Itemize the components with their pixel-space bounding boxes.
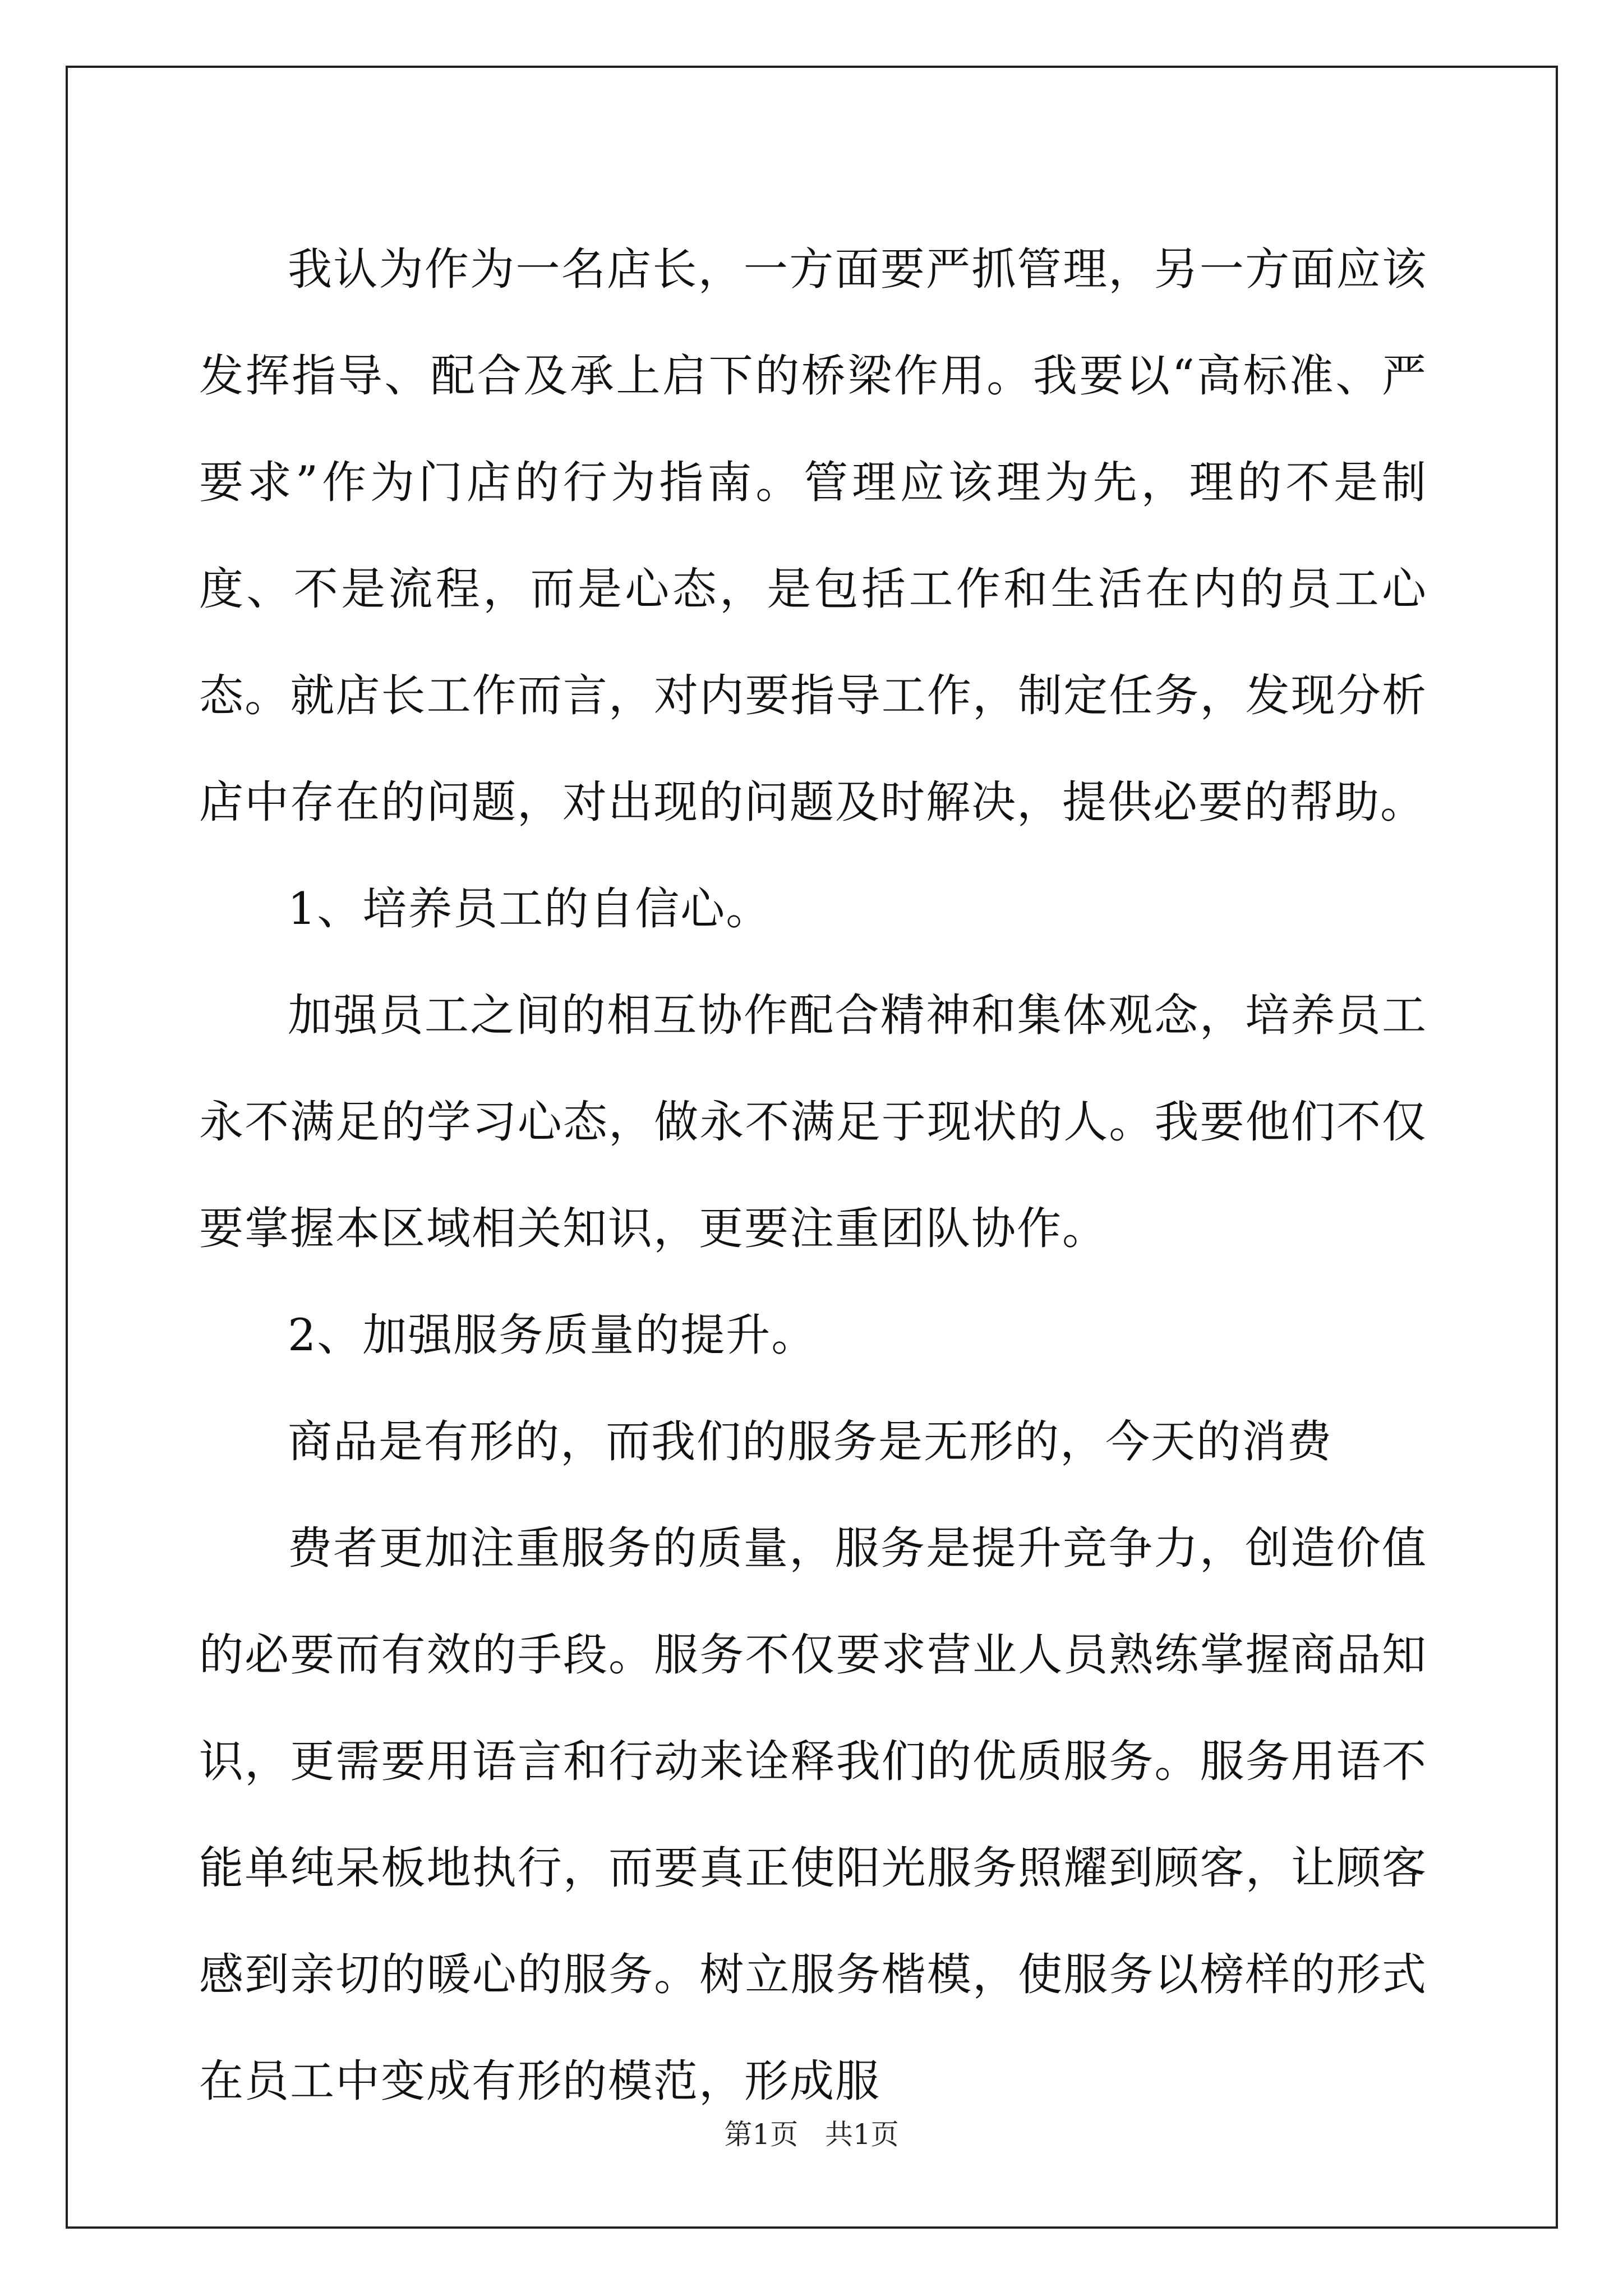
paragraph: 1、培养员工的自信心。: [288, 883, 772, 935]
page-footer: [0, 2112, 1623, 2152]
document-body: [199, 216, 1427, 2134]
paragraph: 我认为作为一名店长，一方面要严抓管理，另一方面应该发挥指导、配合及承上启下的桥梁作用。我要以“高标准、严要求”作为门店的行为指南。管理应该理为先，理的不是制度、不是流程，而是心态，是包括工作和生活在内的员工心态。就店长工作而言，对内要指导工作，制定任务，发现分析店中存在的问题，对出现的问题及时解决，提供必要的帮助。: [199, 243, 1427, 828]
page-number-current: 第1页: [724, 2118, 799, 2151]
page-number-total: 共1页: [824, 2118, 899, 2151]
paragraph: 2、加强服务质量的提升。: [288, 1309, 817, 1361]
paragraph: 费者更加注重服务的质量，服务是提升竞争力，创造价值的必要而有效的手段。服务不仅要求营业人员熟练掌握商品知识，更需要用语言和行动来诠释我们的优质服务。服务用语不能单纯呆板地执行，而要真正使阳光服务照耀到顾客，让顾客感到亲切的暖心的服务。树立服务楷模，使服务以榜样的形式在员工中变成有形的模范，形成服: [199, 1522, 1427, 2107]
paragraph: 商品是有形的，而我们的服务是无形的，今天的消费: [288, 1416, 1332, 1467]
paragraph: 加强员工之间的相互协作配合精神和集体观念，培养员工永不满足的学习心态，做永不满足于现状的人。我要他们不仅要掌握本区域相关知识，更要注重团队协作。: [199, 990, 1427, 1254]
